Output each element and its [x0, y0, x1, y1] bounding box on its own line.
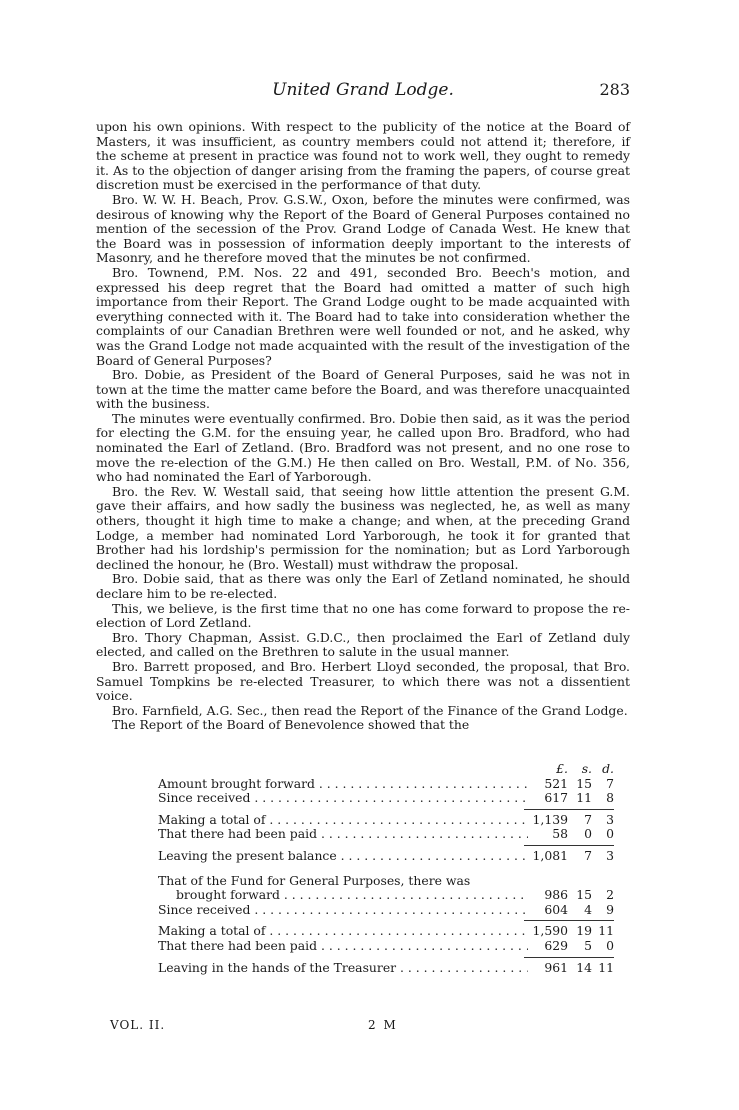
sum-rule	[524, 920, 614, 921]
account-label: Leaving in the hands of the Treasurer	[158, 960, 397, 975]
pounds-value: 961	[544, 959, 568, 975]
pence-value: 7	[606, 775, 614, 791]
paragraph: Bro. the Rev. W. Westall said, that seeing how little attention the present G.M. gave their affairs, and how sadly the business was neglected, he, as well as many others, thought it high time to make a change; and when, at the preceding Grand Lodge, a member had nominated Lord Yarborough, he took it for granted that Brother had his lordship's permission for the nomination; but as Lord Yarborough declined the honour, he (Bro. Westall) must withdraw the proposal.	[96, 483, 630, 572]
pence-value: 2	[606, 887, 614, 903]
pounds-value: 521	[544, 775, 568, 791]
account-row	[124, 888, 614, 903]
shillings-value: 4	[584, 901, 592, 917]
account-label: Since received	[158, 902, 251, 917]
account-row	[124, 961, 614, 976]
sum-rule	[524, 957, 614, 958]
pounds-value: 1,590	[532, 923, 568, 939]
pounds-value: 58	[552, 826, 568, 842]
page-number: 283	[599, 80, 630, 99]
signature-mark: 2 M	[368, 1018, 398, 1032]
page-header	[96, 80, 630, 104]
shillings-value: 7	[584, 811, 592, 827]
shillings-value: 5	[584, 937, 592, 953]
pence-value: 9	[606, 901, 614, 917]
pence-value: 3	[606, 811, 614, 827]
account-label: Making a total of	[158, 812, 266, 827]
shillings-value: 11	[576, 790, 592, 806]
sum-rule	[524, 809, 614, 810]
paragraph: Bro. Farnfield, A.G. Sec., then read the Report of the Finance of the Grand Lodge.	[112, 702, 628, 718]
paragraph: Bro. Barrett proposed, and Bro. Herbert Lloyd seconded, the proposal, that Bro. Samuel Tompkins be re-elected Treasurer, to which there was not a dissentient voice.	[96, 658, 630, 704]
account-label: That there had been paid	[158, 827, 318, 842]
pounds-value: 629	[544, 937, 568, 953]
account-row	[124, 777, 614, 792]
pence-value: 0	[606, 826, 614, 842]
account-row	[124, 791, 614, 806]
accounts-table	[124, 762, 614, 975]
volume-mark: VOL. II.	[110, 1018, 166, 1032]
pence-heading: d.	[602, 761, 614, 776]
account-label: Making a total of	[158, 924, 266, 939]
body-text	[96, 120, 630, 733]
pounds-value: 604	[544, 901, 568, 917]
account-row	[124, 849, 614, 864]
paragraph: Bro. Townend, P.M. Nos. 22 and 491, seconded Bro. Beech's motion, and expressed his deep regret that the Board had omitted a matter of such high importance from their Report. The Grand Lodge ought to be made acquainted with everything connected with it. The Board had to take into consideration whether the complaints of our Canadian Brethren were well founded or not, and he asked, why was the Grand Lodge not made acquainted with the result of the investigation of the Board of General Purposes?	[96, 264, 630, 368]
account-row	[124, 939, 614, 954]
paragraph: The Report of the Board of Benevolence showed that the	[112, 717, 470, 733]
account-label: brought forward	[176, 888, 280, 903]
paragraph: The minutes were eventually confirmed. Bro. Dobie then said, as it was the period for electing the G.M. for the ensuing year, he called upon Bro. Bradford, who had nominated the Earl of Zetland. (Bro. Bradford was not present, and no one rose to move the re-election of the G.M.) He then called on Bro. Westall, P.M. of No. 356, who had nominated the Earl of Yarborough.	[96, 410, 630, 485]
pounds-heading: £.	[556, 761, 568, 776]
shillings-heading: s.	[581, 761, 592, 776]
paragraph: This, we believe, is the first time that no one has come forward to propose the re-election of Lord Zetland.	[96, 600, 630, 631]
account-label: Leaving the present balance	[158, 848, 337, 863]
shillings-value: 15	[576, 887, 592, 903]
general-purposes-intro: That of the Fund for General Purposes, there was	[158, 872, 471, 888]
pence-value: 3	[606, 847, 614, 863]
shillings-value: 0	[584, 826, 592, 842]
pounds-value: 617	[544, 790, 568, 806]
pounds-value: 986	[544, 887, 568, 903]
shillings-value: 19	[576, 923, 592, 939]
pence-value: 0	[606, 937, 614, 953]
running-head: United Grand Lodge.	[272, 80, 454, 100]
shillings-value: 14	[576, 959, 592, 975]
account-label: Amount brought forward	[158, 776, 315, 791]
sum-rule	[524, 845, 614, 846]
account-row	[124, 813, 614, 828]
shillings-value: 7	[584, 847, 592, 863]
paragraph: Bro. Dobie said, that as there was only the Earl of Zetland nominated, he should declare him to be re-elected.	[96, 571, 630, 601]
account-row	[124, 827, 614, 842]
account-label: Since received	[158, 791, 251, 806]
paragraph: Bro. Thory Chapman, Assist. G.D.C., then proclaimed the Earl of Zetland duly elected, and called on the Brethren to salute in the usual manner.	[96, 629, 630, 660]
pounds-value: 1,139	[532, 811, 568, 827]
paragraph: Bro. Dobie, as President of the Board of General Purposes, said he was not in town at the time the matter came before the Board, and was therefore unacquainted with the business.	[96, 367, 630, 412]
pence-value: 11	[598, 923, 614, 939]
pence-value: 8	[606, 790, 614, 806]
currency-header	[124, 762, 614, 777]
account-row	[124, 903, 614, 918]
paragraph: upon his own opinions. With respect to the publicity of the notice at the Board of Masters, it was insufficient, as country members could not attend it; therefore, if the scheme at present in practice was found not to work well, they ought to remedy it. As to the objection of danger arising from the framing the papers, of course great discretion must be exercised in the performance of that duty.	[96, 119, 630, 193]
pounds-value: 1,081	[532, 847, 568, 863]
account-row	[124, 924, 614, 939]
paragraph: Bro. W. W. H. Beach, Prov. G.S.W., Oxon, before the minutes were confirmed, was desirous of knowing why the Report of the Board of General Purposes contained no mention of the secession of the Prov. Grand Lodge of Canada West. He knew that the Board was in possession of information deeply important to the interests of Masonry, and he therefore moved that the minutes be not confirmed.	[96, 191, 630, 266]
pence-value: 11	[598, 959, 614, 975]
shillings-value: 15	[576, 775, 592, 791]
account-label: That there had been paid	[158, 938, 318, 953]
